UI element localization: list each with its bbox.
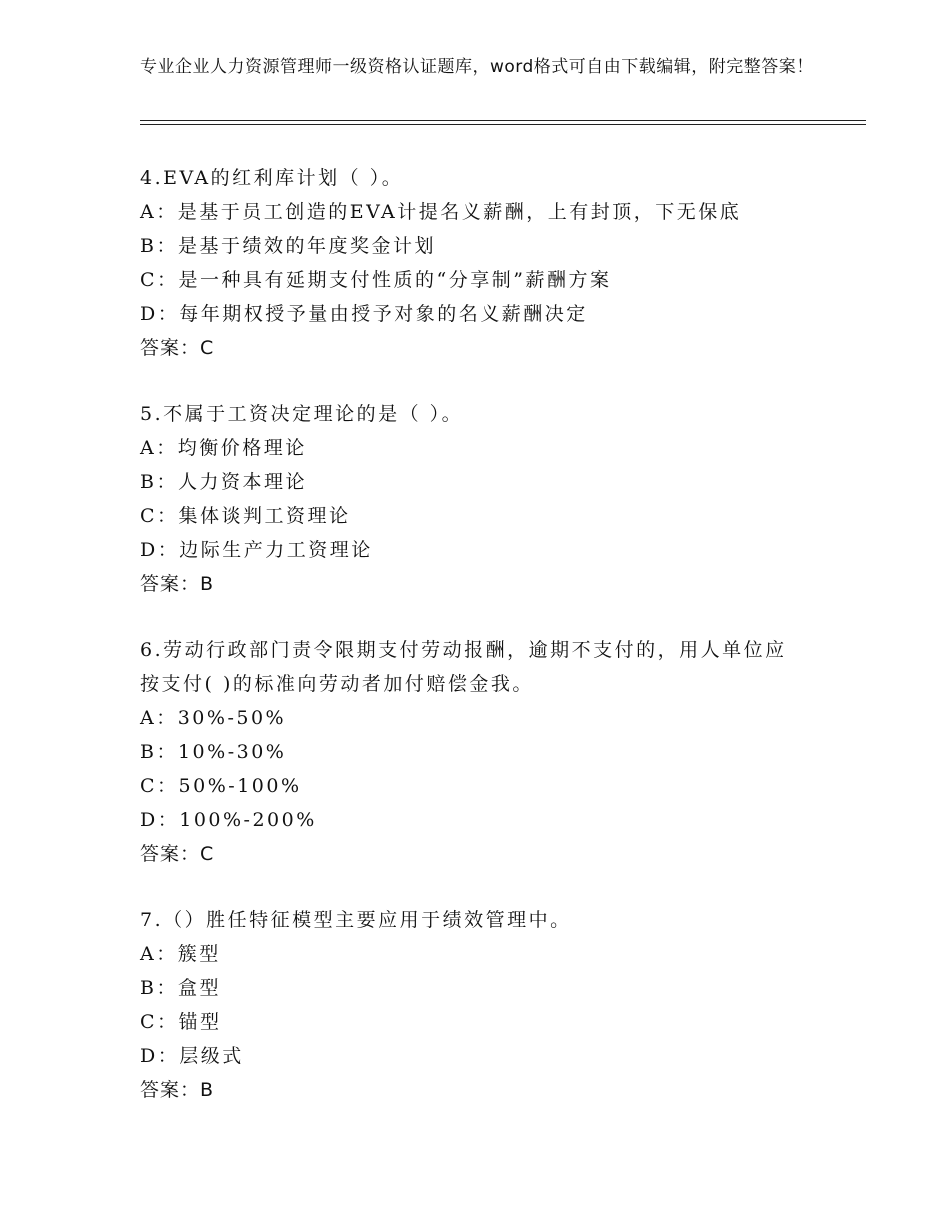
question-stem: 4.EVA的红利库计划（ ）。: [140, 167, 404, 189]
option-a: A：簇型: [140, 943, 221, 965]
option-d: D：100%-200%: [140, 809, 317, 831]
answer-value: B: [200, 573, 215, 595]
question-7: [140, 903, 866, 1107]
option-b: B：人力资本理论: [140, 471, 307, 493]
option-b: B：10%-30%: [140, 741, 287, 763]
option-c: C：锚型: [140, 1011, 222, 1033]
option-b: B：是基于绩效的年度奖金计划: [140, 235, 436, 257]
answer-label: 答案：: [140, 843, 201, 865]
option-c: C：50%-100%: [140, 775, 302, 797]
option-a: A：是基于员工创造的EVA计提名义薪酬，上有封顶，下无保底: [140, 201, 742, 223]
question-5: [140, 397, 866, 601]
question-6: [140, 633, 866, 871]
question-stem: 5.不属于工资决定理论的是（ ）。: [140, 403, 464, 425]
question-stem-continued: 按支付( )的标准向劳动者加付赔偿金我。: [140, 673, 534, 695]
document-header: 专业企业人力资源管理师一级资格认证题库，word格式可自由下载编辑，附完整答案！: [140, 57, 814, 77]
option-b: B：盒型: [140, 977, 221, 999]
option-d: D：层级式: [140, 1045, 244, 1067]
answer-line: [140, 567, 866, 601]
answer-value: C: [200, 843, 215, 865]
question-list: [140, 161, 866, 1139]
header-divider-top: [140, 120, 866, 121]
answer-line: [140, 1073, 866, 1107]
option-a: A：30%-50%: [140, 707, 287, 729]
answer-value: B: [200, 1079, 215, 1101]
answer-value: C: [200, 337, 215, 359]
answer-label: 答案：: [140, 1079, 201, 1101]
option-d: D：边际生产力工资理论: [140, 539, 373, 561]
answer-line: [140, 331, 866, 365]
option-c: C：是一种具有延期支付性质的“分享制”薪酬方案: [140, 269, 612, 291]
header-divider-bottom: [140, 124, 866, 125]
question-stem: 7.（）胜任特征模型主要应用于绩效管理中。: [140, 909, 572, 931]
answer-line: [140, 837, 866, 871]
option-d: D：每年期权授予量由授予对象的名义薪酬决定: [140, 303, 588, 325]
question-4: [140, 161, 866, 365]
option-c: C：集体谈判工资理论: [140, 505, 351, 527]
option-a: A：均衡价格理论: [140, 437, 307, 459]
answer-label: 答案：: [140, 573, 201, 595]
answer-label: 答案：: [140, 337, 201, 359]
question-stem: 6.劳动行政部门责令限期支付劳动报酬，逾期不支付的，用人单位应: [140, 639, 787, 661]
